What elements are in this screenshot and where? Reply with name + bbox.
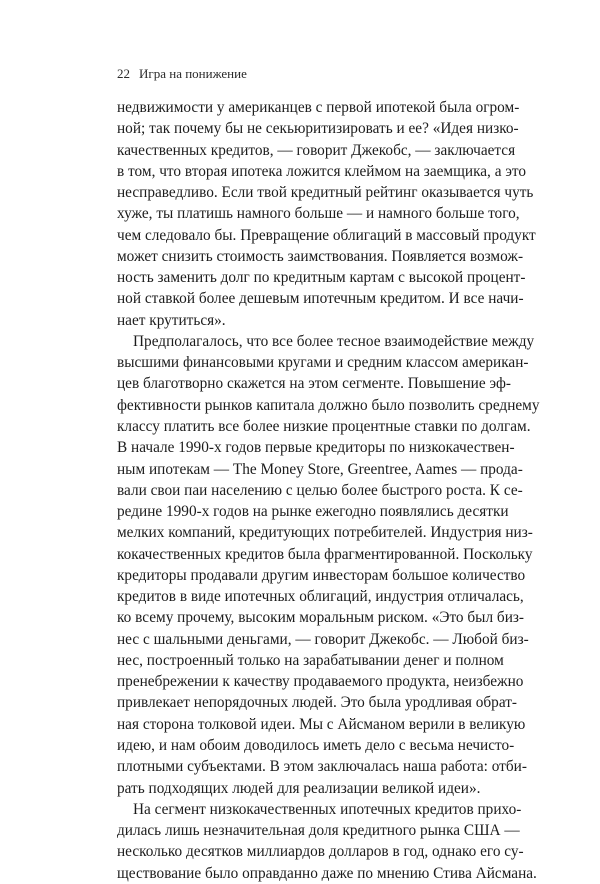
text-line: недвижимости у американцев с первой ипотекой была огром- bbox=[117, 99, 520, 116]
text-line: рать подходящих людей для реализации великой идеи». bbox=[117, 779, 481, 797]
text-line: классу платить все более низкие процентные ставки по долгам. bbox=[117, 417, 531, 435]
text-line: редине 1990-х годов на рынке ежегодно появлялись десятки bbox=[117, 503, 509, 521]
page-number: 22 bbox=[117, 66, 130, 81]
text-line: ществование было оправданно даже по мнению Стива Айсмана. bbox=[117, 864, 537, 882]
text-line: фективности рынков капитала должно было позволить среднему bbox=[117, 396, 540, 414]
text-line: привлекает непорядочных людей. Это была уродливая обрат- bbox=[117, 694, 517, 712]
text-line: На сегмент низкокачественных ипотечных кредитов прихо- bbox=[133, 800, 522, 818]
text-line: кредитов в виде ипотечных облигаций, индустрия отличалась, bbox=[117, 588, 524, 606]
text-line: ность заменить долг по кредитным картам с высокой процент- bbox=[117, 269, 526, 287]
running-head bbox=[117, 66, 247, 82]
text-line: ная сторона толковой идеи. Мы с Айсманом верили в великую bbox=[117, 715, 526, 733]
text-line: цев благотворно скажется на этом сегменте. Повышение эф- bbox=[117, 375, 511, 393]
text-line: плотными субъектами. В этом заключалась наша работа: отби- bbox=[117, 758, 527, 776]
paragraph bbox=[117, 97, 536, 331]
text-line: В начале 1990-х годов первые кредиторы по низкокачествен- bbox=[117, 439, 515, 457]
text-line: нает крутиться». bbox=[117, 311, 226, 329]
text-line: качественных кредитов, — говорит Джекобс, — заключается bbox=[117, 141, 516, 159]
text-line: дилась лишь незначительная доля кредитного рынка США — bbox=[117, 822, 520, 840]
text-line: несколько десятков миллиардов долларов в год, однако его су- bbox=[117, 843, 524, 861]
text-line: может снизить стоимость заимствования. Появляется возмож- bbox=[117, 247, 524, 265]
paragraph bbox=[117, 799, 537, 884]
text-line: хуже, ты платишь намного больше — и намного больше того, bbox=[117, 205, 520, 223]
text-line: ной ставкой более дешевым ипотечным кредитом. И все начи- bbox=[117, 290, 524, 308]
text-line: мелких компаний, кредитующих потребителей. Индустрия низ- bbox=[117, 524, 533, 542]
text-line: высшими финансовыми кругами и средним классом американ- bbox=[117, 354, 529, 372]
text-line: Предполагалось, что все более тесное взаимодействие между bbox=[133, 332, 535, 350]
paragraph bbox=[117, 331, 540, 799]
text-line: пренебрежении к качеству продаваемого продукта, неизбежно bbox=[117, 673, 524, 691]
text-line: чем следовало бы. Превращение облигаций в массовый продукт bbox=[117, 226, 536, 244]
text-line: ным ипотекам — The Money Store, Greentree, Aames — прода- bbox=[117, 460, 523, 478]
text-line: идею, и нам обоим доводилось иметь дело с весьма нечисто- bbox=[117, 736, 515, 754]
text-line: вали свои паи населению с целью более быстрого роста. К се- bbox=[117, 481, 523, 499]
text-line: кокачественных кредитов была фрагментированной. Поскольку bbox=[117, 545, 533, 563]
text-line: кредиторы продавали другим инвесторам большое количество bbox=[117, 566, 526, 584]
text-line: ной; так почему бы не секьюритизировать и ее? «Идея низко- bbox=[117, 120, 519, 138]
text-line: в том, что вторая ипотека ложится клеймом на заемщика, а это bbox=[117, 162, 527, 180]
text-line: нес с шальными деньгами, — говорит Джекобс. — Любой биз- bbox=[117, 630, 529, 648]
body-text bbox=[117, 97, 540, 884]
text-line: несправедливо. Если твой кредитный рейтинг оказывается чуть bbox=[117, 184, 534, 202]
text-line: нес, построенный только на зарабатывании денег и полном bbox=[117, 651, 504, 669]
book-title: Игра на понижение bbox=[139, 66, 247, 81]
text-line: ко всему прочему, высоким моральным риском. «Это был биз- bbox=[117, 609, 525, 627]
